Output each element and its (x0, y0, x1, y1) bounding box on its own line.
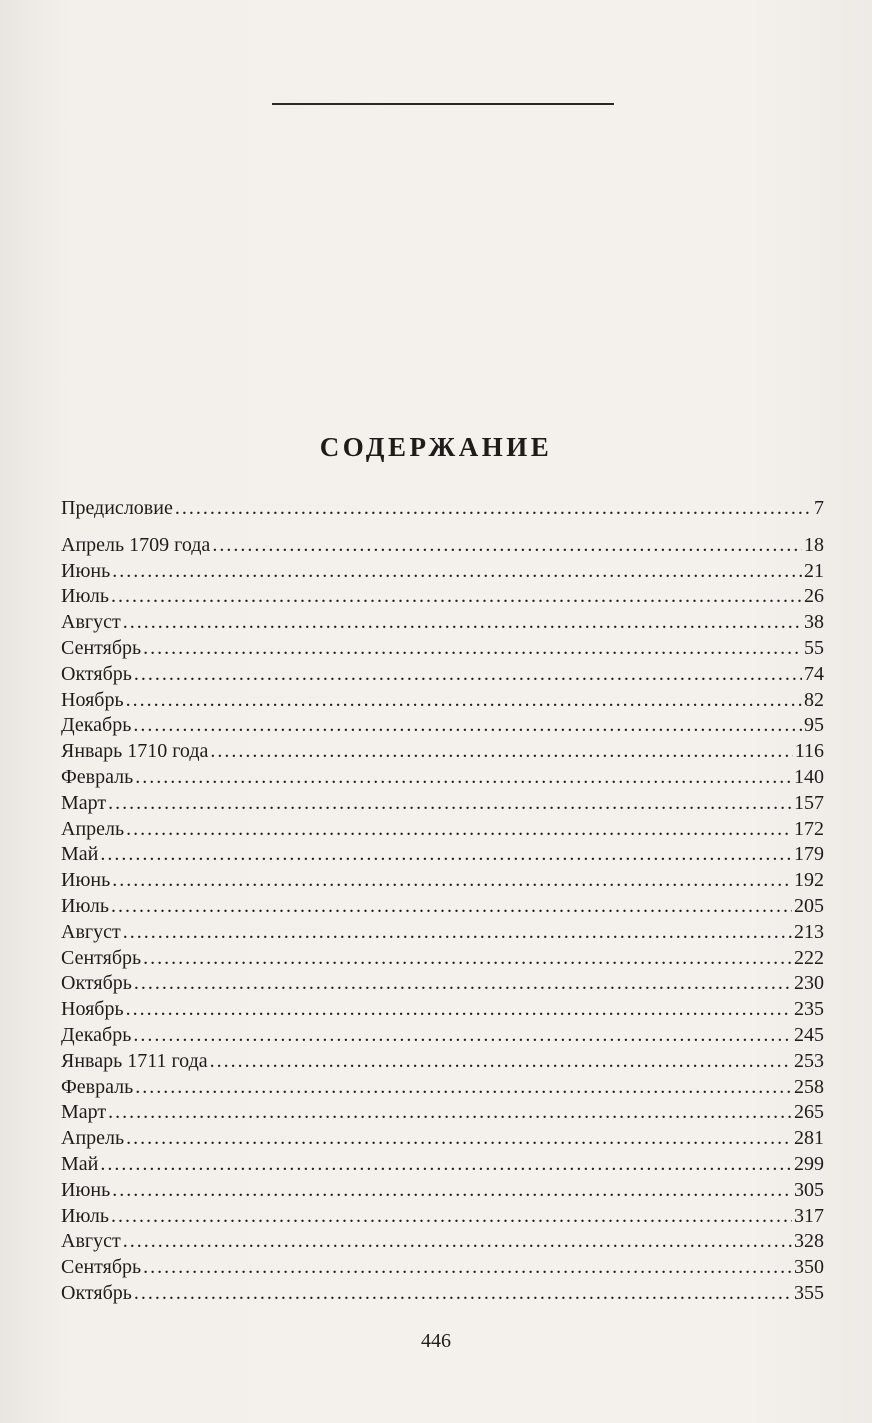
toc-leader-dots (143, 1255, 792, 1281)
toc-entry-page: 222 (794, 946, 824, 969)
horizontal-rule (272, 103, 614, 105)
page-number: 446 (421, 1330, 451, 1352)
toc-entry[interactable] (61, 1229, 824, 1255)
toc-entry-page: 74 (804, 662, 824, 685)
toc-entry-label: Февраль (61, 765, 134, 788)
toc-entry[interactable] (61, 868, 824, 894)
toc-entry[interactable] (61, 1126, 824, 1152)
toc-entry-page: 18 (804, 533, 824, 556)
toc-leader-dots (112, 1178, 792, 1204)
toc-entry-page: 328 (794, 1230, 824, 1253)
toc-entry-page: 281 (794, 1127, 824, 1150)
toc-entry-label: Май (61, 843, 99, 866)
toc-leader-dots (134, 971, 792, 997)
toc-entry-label: Февраль (61, 1075, 134, 1098)
toc-leader-dots (123, 1229, 792, 1255)
toc-leader-dots (126, 688, 802, 714)
toc-entry[interactable] (61, 713, 824, 739)
toc-entry-page: 82 (804, 688, 824, 711)
toc-leader-dots (133, 1023, 792, 1049)
toc-leader-dots (143, 946, 792, 972)
toc-entry-page: 258 (794, 1075, 824, 1098)
toc-leader-dots (175, 496, 812, 522)
toc-leader-dots (123, 610, 802, 636)
toc-leader-dots (111, 584, 802, 610)
toc-leader-dots (210, 1049, 792, 1075)
toc-entry-page: 179 (794, 843, 824, 866)
toc-entry-label: Сентябрь (61, 1256, 142, 1279)
toc-leader-dots (111, 894, 792, 920)
toc-leader-dots (135, 1075, 792, 1101)
toc-leader-dots (126, 817, 792, 843)
toc-entry-label: Сентябрь (61, 636, 142, 659)
toc-leader-dots (100, 1152, 792, 1178)
toc-entry[interactable] (61, 791, 824, 817)
toc-entry[interactable] (61, 1049, 824, 1075)
toc-entry-label: Август (61, 920, 121, 943)
toc-entry-page: 245 (794, 1023, 824, 1046)
toc-entry-page: 172 (794, 817, 824, 840)
toc-entry-page: 350 (794, 1256, 824, 1279)
toc-entry-label: Январь 1710 года (61, 740, 209, 763)
toc-entry-page: 355 (794, 1281, 824, 1304)
toc-entry[interactable] (61, 739, 824, 765)
toc-leader-dots (210, 739, 792, 765)
toc-entry[interactable] (61, 997, 824, 1023)
toc-entry-label: Апрель (61, 1127, 125, 1150)
toc-entry[interactable] (61, 662, 824, 688)
toc-entry-page: 299 (794, 1152, 824, 1175)
toc-entry[interactable] (61, 584, 824, 610)
toc-entry[interactable] (61, 817, 824, 843)
toc-leader-dots (126, 997, 792, 1023)
toc-entry-label: Июль (61, 894, 109, 917)
toc-entry-page: 140 (794, 765, 824, 788)
toc-entry[interactable] (61, 610, 824, 636)
toc-leader-dots (143, 636, 802, 662)
toc-entry-label: Сентябрь (61, 946, 142, 969)
toc-entry[interactable] (61, 1023, 824, 1049)
toc-entry-page: 235 (794, 998, 824, 1021)
toc-entry-page: 265 (794, 1101, 824, 1124)
toc-entry-page: 305 (794, 1178, 824, 1201)
toc-leader-dots (112, 868, 792, 894)
toc-entry[interactable] (61, 1100, 824, 1126)
toc-leader-dots (133, 713, 802, 739)
toc-entry[interactable] (61, 765, 824, 791)
toc-entry[interactable] (61, 496, 824, 522)
toc-entry[interactable] (61, 971, 824, 997)
toc-leader-dots (126, 1126, 792, 1152)
toc-entry-label: Январь 1711 года (61, 1049, 208, 1072)
toc-entry[interactable] (61, 559, 824, 585)
toc-entry[interactable] (61, 688, 824, 714)
toc-leader-dots (123, 920, 792, 946)
toc-leader-dots (112, 559, 802, 585)
toc-leader-dots (135, 765, 792, 791)
toc-entry-label: Апрель (61, 817, 125, 840)
toc-entry-page: 21 (804, 559, 824, 582)
toc-entry-label: Июль (61, 585, 109, 608)
toc-leader-dots (108, 791, 792, 817)
toc-entry-page: 253 (794, 1049, 824, 1072)
toc-entry-page: 213 (794, 920, 824, 943)
toc-entry-label: Октябрь (61, 1281, 132, 1304)
toc-entry[interactable] (61, 920, 824, 946)
toc-entry[interactable] (61, 1152, 824, 1178)
toc-leader-dots (134, 1281, 792, 1307)
toc-entry-page: 55 (804, 636, 824, 659)
toc-entry-label: Август (61, 1230, 121, 1253)
toc-entry-label: Ноябрь (61, 998, 124, 1021)
toc-leader-dots (134, 662, 802, 688)
toc-entry-label: Декабрь (61, 714, 132, 737)
toc-entry-page: 317 (794, 1204, 824, 1227)
table-of-contents (61, 496, 824, 1307)
toc-entry-label: Март (61, 1101, 107, 1124)
toc-entry[interactable] (61, 533, 824, 559)
toc-entry-page: 7 (814, 497, 824, 519)
toc-entry-label: Октябрь (61, 972, 132, 995)
toc-leader-dots (100, 842, 792, 868)
toc-entry-page: 205 (794, 894, 824, 917)
toc-entry-label: Октябрь (61, 662, 132, 685)
toc-entry-label: Июнь (61, 1178, 111, 1201)
toc-entry-page: 26 (804, 585, 824, 608)
toc-entry[interactable] (61, 636, 824, 662)
toc-entry-page: 230 (794, 972, 824, 995)
toc-entry-label: Май (61, 1152, 99, 1175)
toc-entry-label: Март (61, 791, 107, 814)
toc-leader-dots (108, 1100, 792, 1126)
toc-entry[interactable] (61, 946, 824, 972)
toc-leader-dots (111, 1204, 792, 1230)
toc-entry[interactable] (61, 1075, 824, 1101)
toc-entry-label: Июнь (61, 559, 111, 582)
toc-leader-dots (212, 533, 802, 559)
page-title: СОДЕРЖАНИЕ (319, 432, 553, 462)
toc-entry-label: Ноябрь (61, 688, 124, 711)
toc-entry-label: Август (61, 611, 121, 634)
toc-entry-page: 95 (804, 714, 824, 737)
toc-entry-label: Предисловие (61, 497, 173, 519)
toc-entry-label: Декабрь (61, 1023, 132, 1046)
toc-entry-label: Июль (61, 1204, 109, 1227)
toc-entry[interactable] (61, 894, 824, 920)
toc-entry[interactable] (61, 1178, 824, 1204)
toc-entry-page: 38 (804, 611, 824, 634)
toc-entry[interactable] (61, 1281, 824, 1307)
toc-entry[interactable] (61, 1255, 824, 1281)
toc-entry-page: 192 (794, 869, 824, 892)
toc-entry[interactable] (61, 842, 824, 868)
toc-entry[interactable] (61, 1204, 824, 1230)
toc-entry-page: 157 (794, 791, 824, 814)
toc-entry-label: Апрель 1709 года (61, 533, 211, 556)
toc-entry-label: Июнь (61, 869, 111, 892)
toc-entry-page: 116 (794, 740, 824, 763)
